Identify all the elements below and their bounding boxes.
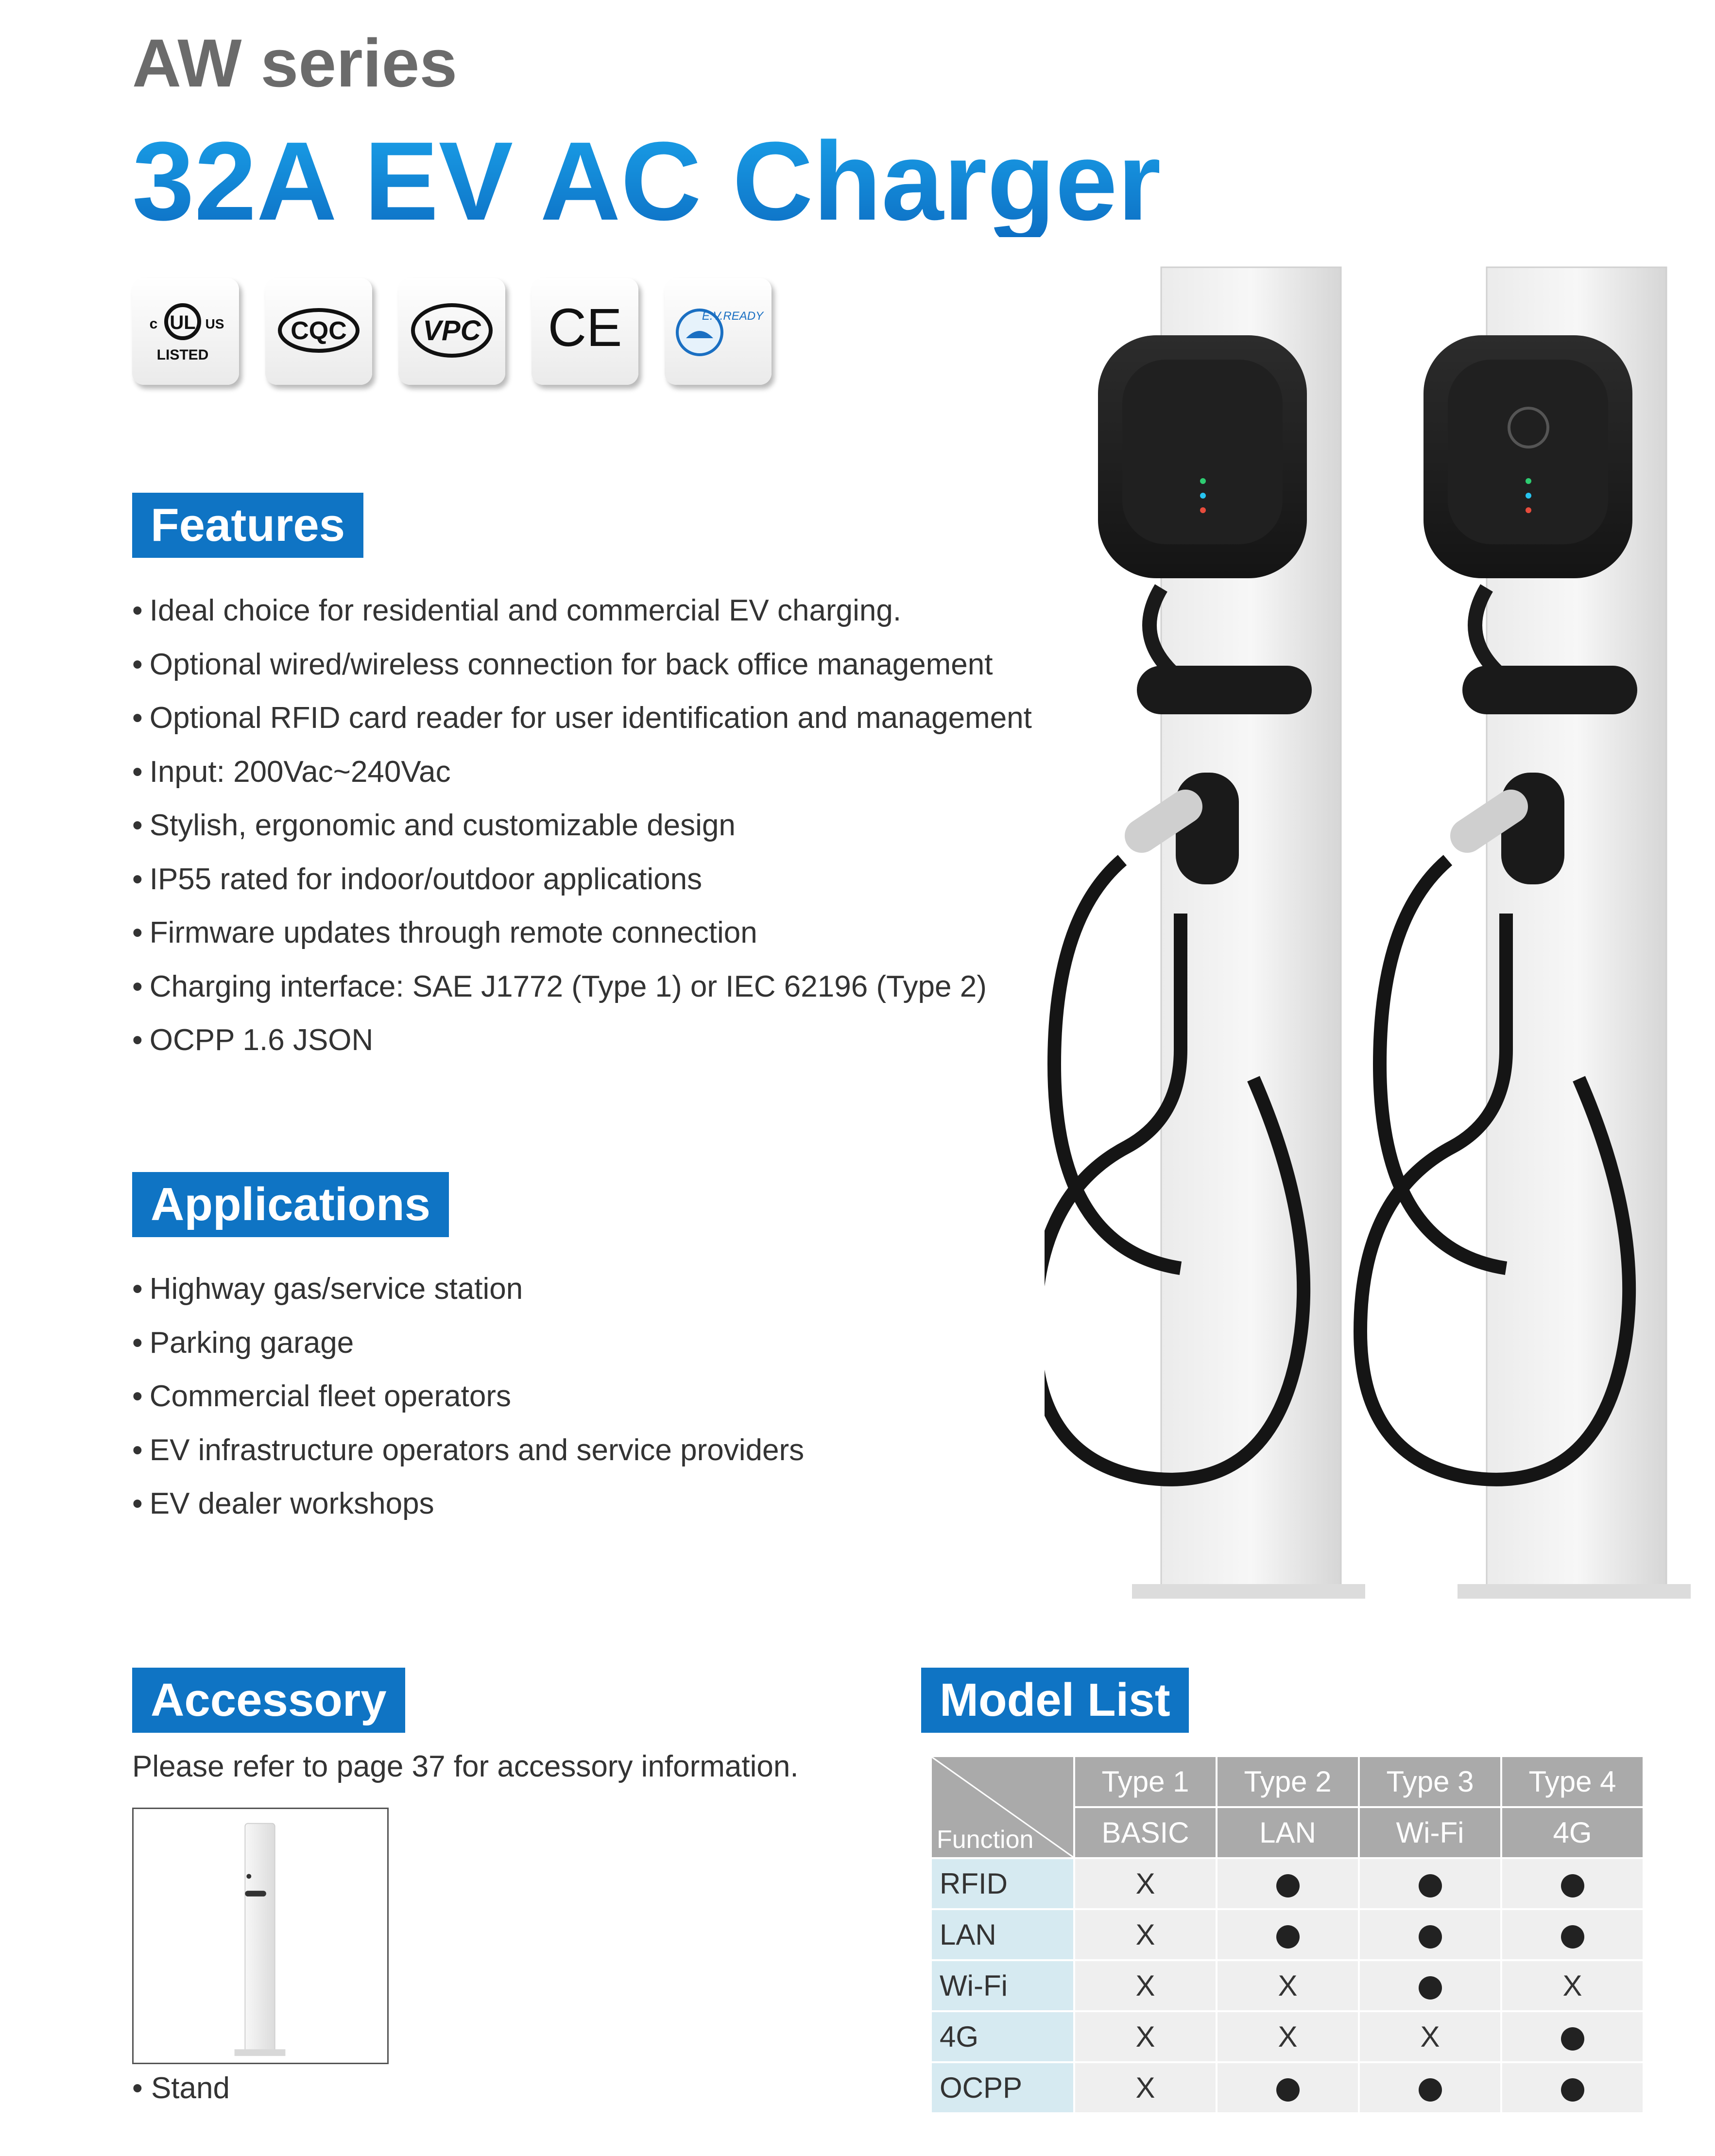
ce-badge [532,278,638,385]
supported-dot [1276,1925,1300,1949]
series-label: AW series [132,25,458,101]
list-item: • Ideal choice for residential and commercial EV charging. [132,584,1032,638]
function-cell: Wi-Fi [931,1960,1074,2011]
support-cell [1074,2062,1217,2113]
support-cell [1217,2062,1359,2113]
list-item: • EV dealer workshops [132,1477,804,1531]
supported-dot [1561,1925,1584,1949]
list-item: • Firmware updates through remote connection [132,906,1032,960]
list-item: • Input: 200Vac~240Vac [132,745,1032,799]
unsupported-mark: X [1420,2020,1440,2053]
supported-dot [1561,2027,1584,2051]
table-row [931,1858,1644,1909]
unsupported-mark: X [1135,2071,1155,2104]
features-list [132,584,1032,1068]
support-cell [1359,2011,1501,2062]
unsupported-mark: X [1278,1969,1298,2002]
support-cell [1217,1909,1359,1960]
stand-image [132,1808,389,2064]
type-header: Type 2 [1217,1756,1359,1807]
table-row [931,1960,1644,2011]
ul-listed-text: LISTED [156,347,209,363]
list-item: • EV infrastructure operators and service providers [132,1424,804,1478]
support-cell [1501,1909,1644,1960]
support-cell [1359,1960,1501,2011]
function-cell: RFID [931,1858,1074,1909]
cqc-badge [265,278,372,385]
unsupported-mark: X [1135,1969,1155,2002]
support-cell [1217,1960,1359,2011]
unsupported-mark: X [1135,1918,1155,1951]
supported-dot [1276,1874,1300,1897]
accessory-heading: Accessory [132,1668,405,1733]
supported-dot [1419,1925,1442,1949]
charger-unit-2 [1360,267,1691,1599]
ev-charger-icon [1045,253,1715,1662]
type-header: Type 4 [1501,1756,1644,1807]
charger-unit-1 [1045,267,1365,1599]
function-cell: LAN [931,1909,1074,1960]
variant-header: 4G [1501,1807,1644,1858]
variant-header: LAN [1217,1807,1359,1858]
support-cell [1501,1960,1644,2011]
support-cell [1501,2011,1644,2062]
ce-text: CE [548,298,622,358]
unsupported-mark: X [1562,1969,1582,2002]
function-cell: 4G [931,2011,1074,2062]
list-item: • Optional RFID card reader for user identification and management [132,691,1032,745]
applications-list [132,1262,804,1531]
function-label: Function [937,1826,1034,1854]
support-cell [1074,1960,1217,2011]
support-cell [1359,1858,1501,1909]
support-cell [1217,2011,1359,2062]
variant-header: BASIC [1074,1807,1217,1858]
ul-listed-badge [132,278,239,385]
support-cell [1359,2062,1501,2113]
list-item: • Optional wired/wireless connection for back office management [132,638,1032,692]
variant-header: Wi-Fi [1359,1807,1501,1858]
ev-ready-badge [665,278,772,385]
supported-dot [1561,2078,1584,2102]
list-item: • Stylish, ergonomic and customizable design [132,799,1032,853]
cqc-text: CQC [291,317,347,345]
stand-icon [134,1809,387,2063]
ev-ready-text: E.V.READY [702,310,764,323]
supported-dot [1561,1874,1584,1897]
unsupported-mark: X [1135,1867,1155,1900]
unsupported-mark: X [1135,2020,1155,2053]
supported-dot [1276,2078,1300,2102]
support-cell [1501,1858,1644,1909]
type-header: Type 1 [1074,1756,1217,1807]
unsupported-mark: X [1278,2020,1298,2053]
model-table [930,1755,1645,2114]
accessory-note: Please refer to page 37 for accessory information. [132,1750,799,1783]
vpc-badge [398,278,505,385]
function-cell: OCPP [931,2062,1074,2113]
support-cell [1074,1909,1217,1960]
features-heading: Features [132,493,363,558]
table-row [931,2062,1644,2113]
vpc-text: VPC [423,315,481,346]
list-item: • Commercial fleet operators [132,1370,804,1424]
table-corner [931,1756,1074,1858]
svg-text:c: c [149,316,158,332]
support-cell [1217,1858,1359,1909]
list-item: • Highway gas/service station [132,1262,804,1316]
supported-dot [1419,1976,1442,2000]
svg-text:US: US [205,316,224,331]
table-row [931,2011,1644,2062]
support-cell [1359,1909,1501,1960]
svg-text:UL: UL [170,312,196,333]
supported-dot [1419,1874,1442,1897]
table-row [931,1909,1644,1960]
list-item: • Charging interface: SAE J1772 (Type 1) or IEC 62196 (Type 2) [132,960,1032,1014]
applications-heading: Applications [132,1172,449,1237]
list-item: • IP55 rated for indoor/outdoor applications [132,853,1032,907]
model-list-heading: Model List [921,1668,1189,1733]
support-cell [1074,2011,1217,2062]
stand-label: • Stand [132,2071,230,2105]
support-cell [1074,1858,1217,1909]
product-illustration [1045,253,1715,1662]
type-header: Type 3 [1359,1756,1501,1807]
list-item: • Parking garage [132,1316,804,1370]
supported-dot [1419,2078,1442,2102]
page-title: 32A EV AC Charger [132,119,1161,243]
support-cell [1501,2062,1644,2113]
list-item: • OCPP 1.6 JSON [132,1014,1032,1068]
